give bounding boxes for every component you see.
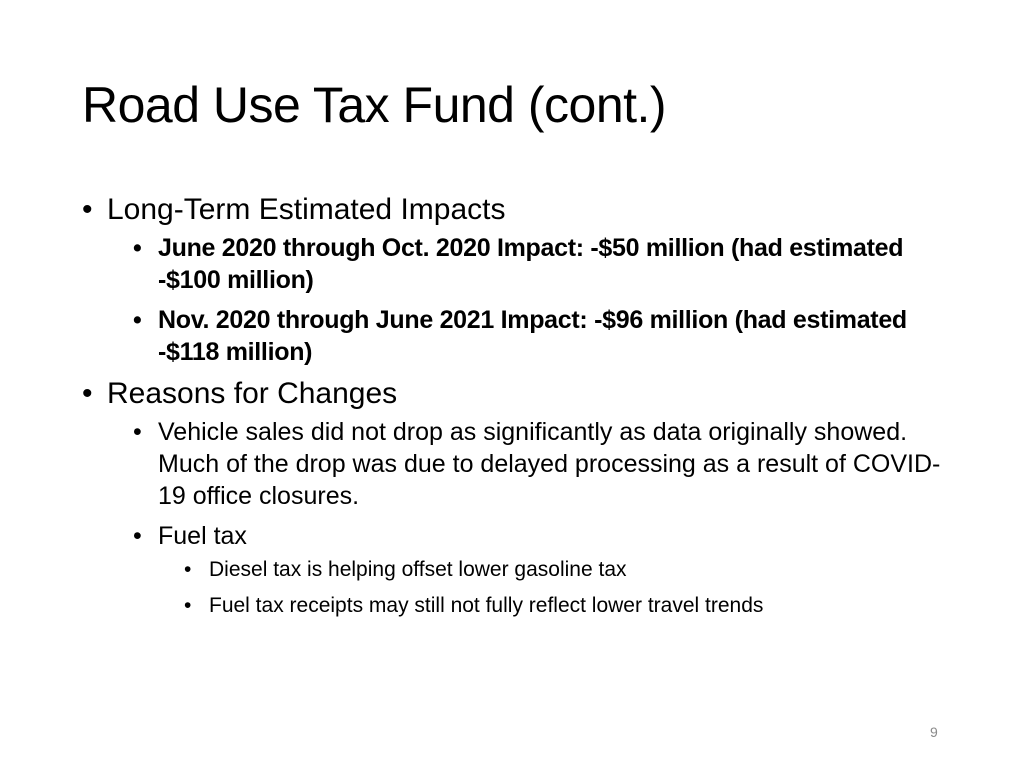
section-long-term-impacts (82, 192, 952, 368)
slide-title: Road Use Tax Fund (cont.) (82, 77, 667, 133)
fuel-tax-item: • Fuel tax receipts may still not fully reflect lower travel trends (184, 592, 952, 620)
section-heading: Reasons for Changes (107, 377, 398, 410)
page-number: 9 (930, 724, 938, 740)
impact-list (133, 232, 952, 368)
fuel-tax-list (184, 556, 952, 620)
reason-item: • Vehicle sales did not drop as significantly as data originally showed. Much of the drop was due to delayed processing as a result of COVID-19 office closures. (133, 416, 952, 512)
reason-list (133, 416, 952, 620)
section-reasons-for-changes (82, 376, 952, 620)
bullet-list (82, 192, 952, 620)
slide-content (82, 192, 952, 628)
reason-item-label: Fuel tax (158, 522, 247, 550)
section-heading: Long-Term Estimated Impacts (107, 193, 506, 226)
reason-item-fuel-tax (133, 520, 952, 620)
impact-item: • June 2020 through Oct. 2020 Impact: -$50 million (had estimated -$100 million) (133, 232, 952, 296)
fuel-tax-item: • Diesel tax is helping offset lower gasoline tax (184, 556, 952, 584)
impact-item: • Nov. 2020 through June 2021 Impact: -$96 million (had estimated -$118 million) (133, 304, 952, 368)
